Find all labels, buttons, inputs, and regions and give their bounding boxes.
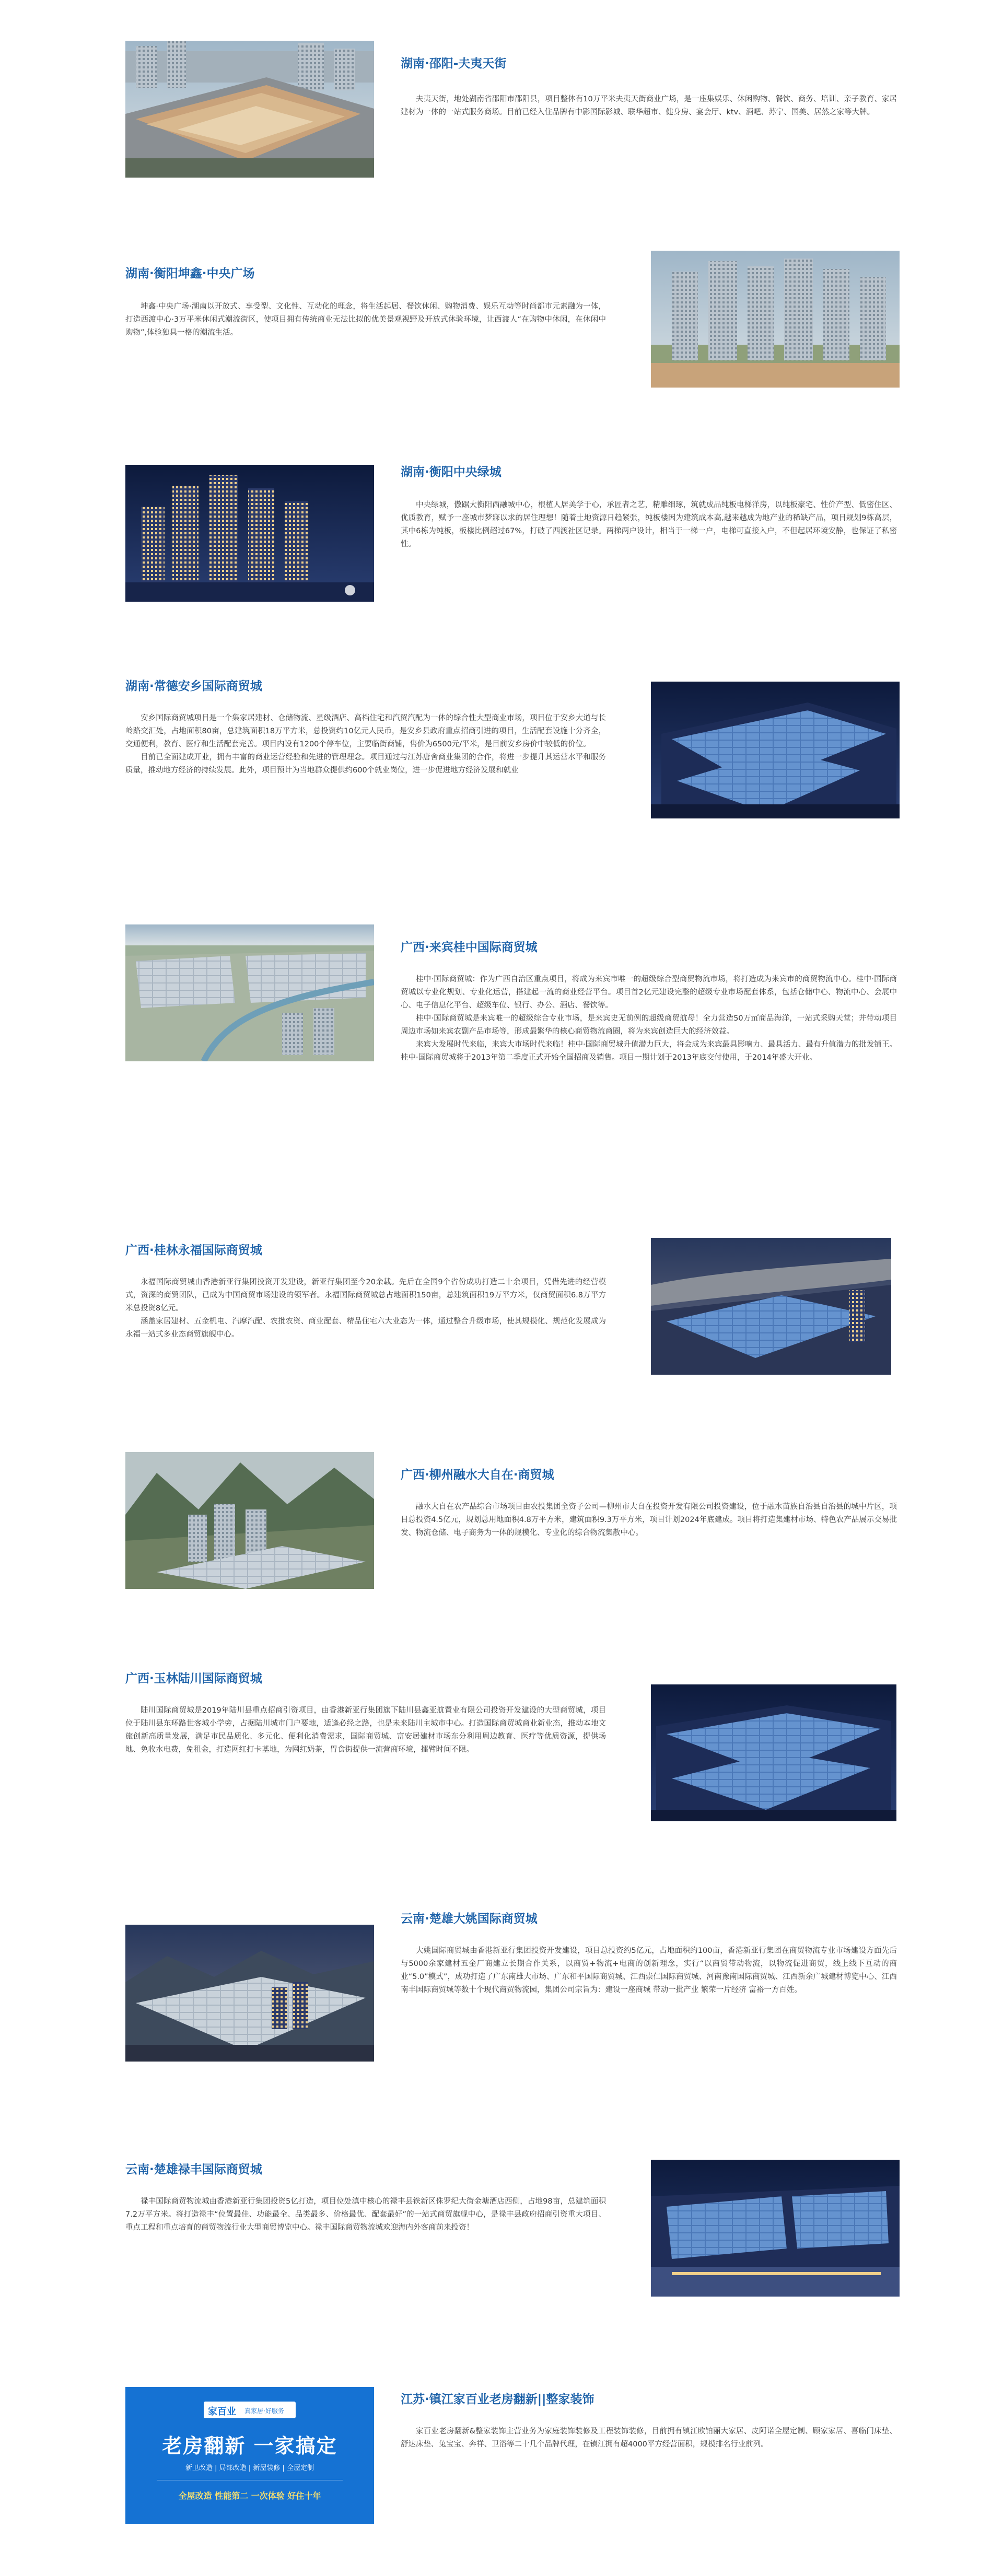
description-paragraph: 禄丰国际商贸物流城由香港新亚行集团投资5亿打造，项目位处滇中核心的禄丰县铁新区侏罗纪大街金塘酒店西侧，占地98亩，总建筑面积7.2万平方米。将打造禄丰“位置最佳、功能最全、品类最多、价格最优、配套最好”的一站式商贸旗舰中心，是禄丰县政府招商引资重大项目、重点工程和重点培育的商贸物流行业大型商贸博览中心。禄丰国际商贸物流城欢迎海内外客商前来投资！ xyxy=(125,2197,606,2232)
project-description xyxy=(125,300,606,339)
description-paragraph: 永福国际商贸城由香港新亚行集团投资开发建设，新亚行集团至今20余载。先后在全国9个省份成功打造二十余项目，凭借先进的经营模式，资深的商贸团队，已成为中国商贸市场建设的领军者。永福国际商贸城总占地面积150亩，总建筑面积19万平方米，仅商贸面积6.8万平方米总投资8亿元。 xyxy=(125,1278,606,1313)
project-description xyxy=(125,1704,606,1757)
night-trade-city-image xyxy=(651,682,900,818)
project-laibin-guizhong xyxy=(0,924,1003,1154)
aerial-trade-district-image xyxy=(125,924,374,1061)
project-title: 湖南·衡阳坤鑫·中央广场 xyxy=(125,267,255,280)
project-title: 湖南·邵阳-夫夷天街 xyxy=(401,57,507,71)
description-paragraph: 来宾大发展时代来临，来宾大市场时代来临！桂中·国际商贸城升值潜力巨大，将会成为来宾最具影响力、最具活力、最有升值潜力的批发铺王。桂中·国际商贸城将于2013年第二季度正式开始全国招商及销售。项目一期计划于2013年底交付使用，于2014年盛大开业。 xyxy=(401,1040,897,1062)
project-description xyxy=(401,1501,897,1540)
ad-tagline: 新卫改造 | 局部改造 | 新屋装修 | 全屋定制 xyxy=(185,2464,314,2472)
description-paragraph: 中央绿城，傲踞大衡阳西融城中心，根植人居美学于心，承匠者之艺，精雕细琢，筑就成品纯板电梯洋房，以纯板豪宅、性价产型、低密住区、优质教育，赋予一座城市梦寐以求的居住理想！随着土地资源日趋紧张，纯板楼因为建筑成本高,越来越成为地产业的稀缺产品，项目规划9栋高层，其中6栋为纯板，板楼比例超过67%，打破了西渡社区记录。两梯两户设计，相当于一梯一户，电梯可直接入户，不但起居环境安静，也保证了私密性。 xyxy=(401,501,897,548)
project-zhenjiang-jiabaiye xyxy=(0,2371,1003,2544)
description-paragraph: 陆川国际商贸城是2019年陆川县重点招商引资项目，由香港新亚行集团旗下陆川县鑫亚航置业有限公司投资开发建设的大型商贸城，项目位于陆川县东环路世客城小学旁，占据陆川城市门户要地，适逢必经之路，也是未来陆川主城市中心。打造国际商贸城商业新业态，推动本地文旅创新高质量发展，满足市民品质化、多元化、便利化消费需求，国际商贸城、富安居建材市场东分利用周边教育、医疗等优质资源，提供场地、免收水电费，免租金，打造网红打卡基地，为网红奶茶，胃食街提供一流营商环境，擂臂时间不限。 xyxy=(125,1706,606,1754)
description-paragraph: 桂中·国际商贸城：作为广西自治区重点项目，将成为来宾市唯一的超级综合型商贸物流市场，将打造成为来宾市的商贸物流中心。桂中·国际商贸城以专业化规划、专业化运营，搭建起一流的商业经营平台。项目首2亿元建设完整的超级专业市场配套体系，包括仓储中心、物流中心、会展中心、电子信息化平台、超级车位、银行、办公、酒店、餐饮等。 xyxy=(401,975,897,1010)
night-trade-complex-image xyxy=(651,1684,896,1821)
project-title: 广西·玉林陆川国际商贸城 xyxy=(125,1672,262,1685)
night-aerial-market-image xyxy=(651,2160,900,2297)
project-title: 广西·来宾桂中国际商贸城 xyxy=(401,941,538,954)
renovation-ad-banner xyxy=(125,2387,374,2524)
project-description xyxy=(401,93,897,119)
project-description xyxy=(401,499,897,551)
ad-logo-main: 家百业 xyxy=(208,2406,236,2417)
description-paragraph: 大姚国际商贸城由香港新亚行集团投资开发建设，项目总投资约5亿元，占地面积约100亩，香港新亚行集团在商贸物流专业市场建设方面先后与5000余家建材五金厂商建立长期合作关系，以商贸+物流+电商的创新理念，实行“以商贸带动物流，以物流促进商贸，线上线下互动的商业“5.0”模式”，成功打造了广东南雄大市场、广东和平国际商贸城、江西崇仁国际商贸城、河南豫南国际商贸城、江西新余广城建材博览中心、江西南丰国际商贸城等数十个现代商贸物流园，集团公司宗旨为：建设一座商城 带动一批产业 繁荣一片经济 富裕一方百姓。 xyxy=(401,1947,897,1994)
project-yulin-luchuan xyxy=(0,1656,1003,1833)
project-title: 江苏·镇江家百业老房翻新||整家装饰 xyxy=(401,2393,594,2406)
night-residential-towers-image xyxy=(125,465,374,602)
project-liuzhou-rongshui xyxy=(0,1452,1003,1609)
description-paragraph: 目前已全面建成开业，拥有丰富的商业运营经验和先进的管理理念。项目通过与江苏唐舍商业集团的合作，将进一步提升其运营水平和服务质量，推动地方经济的持续发展。此外，项目预计为当地群众提供约600个就业岗位，进一步促进地方经济发展和就业 xyxy=(125,753,606,775)
project-title: 湖南·常德安乡国际商贸城 xyxy=(125,680,262,693)
description-paragraph: 桂中·国际商贸城是来宾唯一的超级综合专业市场，是来宾史无前例的超级商贸航母！全力营造50万㎡商品海洋，一站式采购天堂；并带动项目周边市场如来宾农副产品市场等，形成最繁华的核心商贸物流商圈，将为来宾创造巨大的经济效益。 xyxy=(401,1014,897,1036)
project-description xyxy=(401,973,897,1064)
project-guilin-yongfu xyxy=(0,1227,1003,1400)
project-title: 云南·楚雄禄丰国际商贸城 xyxy=(125,2163,262,2176)
project-description xyxy=(125,2195,606,2234)
project-chuxiong-lufeng xyxy=(0,2131,1003,2303)
project-hengyang-kunxin xyxy=(0,235,1003,371)
ad-headline: 老房翻新 一家搞定 xyxy=(162,2434,337,2457)
project-description xyxy=(125,1276,606,1341)
project-description xyxy=(125,712,606,777)
project-title: 云南·楚雄大姚国际商贸城 xyxy=(401,1912,538,1926)
description-paragraph: 融水大自在农产品综合市场项目由农投集团全资子公司—柳州市大自在投资开发有限公司投资建设，位于融水苗族自治县自治县的城中片区，项目总投资4.5亿元，规划总用地面积4.8万平方米，建筑面积9.3万平方米，项目计划2024年底建成。项目将打造集建材市场、特色农产品展示交易批发、物流仓储、电子商务为一体的规模化、专业化的综合物流集散中心。 xyxy=(401,1503,897,1537)
project-changde-anxiang xyxy=(0,663,1003,862)
project-hengyang-green xyxy=(0,449,1003,606)
aerial-commercial-complex-image xyxy=(125,41,374,178)
ad-logo-sub: 真家居·好服务 xyxy=(244,2407,284,2415)
description-paragraph: 夫夷天街，地处湖南省邵阳市邵阳县，项目整体有10万平米夫夷天街商业广场，是一座集娱乐、休闲购物、餐饮、商务、培训、亲子教育、家居建材为一体的一站式服务商场。目前已经入住品牌有中影国际影城、联华超市、健身房、宴会厅、ktv、酒吧、苏宁、国美、居然之家等大牌。 xyxy=(401,95,897,116)
night-trade-district-image xyxy=(651,1238,891,1375)
description-paragraph: 安乡国际商贸城项目是一个集家居建材、仓储物流、星级酒店、高档住宅和汽贸汽配为一体的综合性大型商业市场，项目位于安乡大道与长岭路交汇处，占地面积80亩，总建筑面积18万平方米，总投资约10亿元人民币，是安乡县政府重点招商引进的项目，生活配套设施十分齐全，交通便利，教育、医疗和生活配套完善。项目内设有1200个停车位，主要临街商铺，售价为6500元/平米，是目前安乡房价中较低的价位。 xyxy=(125,714,606,748)
project-description xyxy=(401,2425,897,2451)
project-title: 广西·柳州融水大自在·商贸城 xyxy=(401,1468,554,1482)
ad-footer: 全屋改造 性能第二 一次体验 好住十年 xyxy=(178,2491,321,2501)
mountain-town-market-image xyxy=(125,1452,374,1589)
description-paragraph: 涵盖家居建材、五金机电、汽摩汽配、农批农资、商业配套、精品住宅六大业态为一体，通过整合升级市场，使其规模化、规范化发展成为永福一站式多业态商贸旗舰中心。 xyxy=(125,1317,606,1339)
project-description xyxy=(401,1945,897,1997)
description-paragraph: 家百业老房翻新&整家装饰主营业务为家庭装饰装修及工程装饰装修，目前拥有镇江欧铂丽大家居、皮阿诺全屋定制、顾家家居、喜临门床垫、舒达床垫、兔宝宝、奔祥、卫浴等二十几个品牌代理，在镇江拥有超4000平方经营面积，规模排名行业前列。 xyxy=(401,2427,897,2449)
dusk-trade-city-image xyxy=(125,1925,374,2062)
project-title: 湖南·衡阳中央绿城 xyxy=(401,465,501,479)
residential-towers-image xyxy=(651,251,900,388)
project-title: 广西·桂林永福国际商贸城 xyxy=(125,1244,262,1257)
project-shaoyang xyxy=(0,0,1003,188)
project-chuxiong-dayao xyxy=(0,1896,1003,2068)
description-paragraph: 坤鑫·中央广场·湖南以开放式、享受型、文化性、互动化的理念，将生活起居、餐饮休闲、购物消费、娱乐互动等时尚都市元素融为一体，打造西渡中心·3万平米休闲式潮流街区，使项目拥有传统商业无法比拟的优美景观视野及开放式休验环境，让西渡人“在购物中休闲，在休闲中购物”,体验独具一格的潮流生活。 xyxy=(125,302,606,337)
